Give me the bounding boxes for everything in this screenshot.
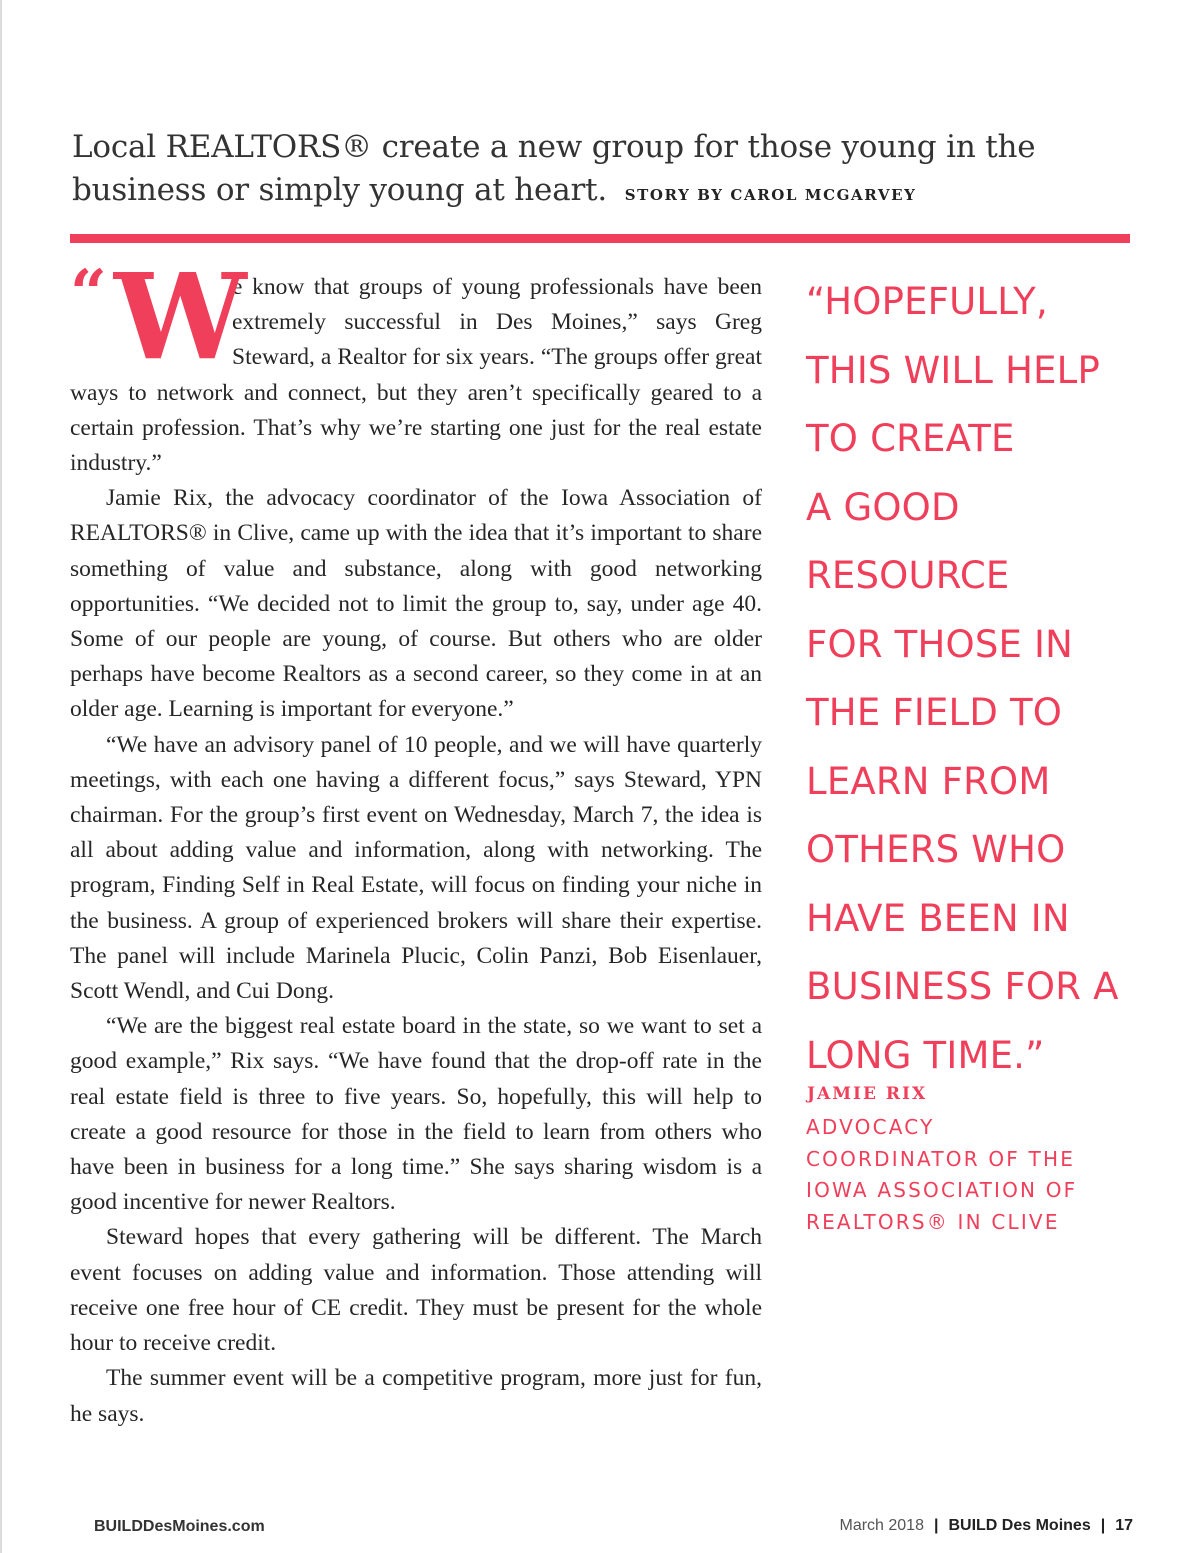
pull-quote-line: TO CREATE — [806, 417, 1015, 460]
paragraph-4: “We are the biggest real estate board in the state, so we want to set a good example,” Rix says. “We have found that the drop-off rate in the real estate field is three to five years. So, hopefully, this will help to create a good resource for those in the field to learn from others who have been in business for a long time.” She says sharing wisdom is a good incentive for newer Realtors. — [70, 1013, 762, 1216]
pull-quote — [806, 268, 1136, 1090]
pull-quote-line: RESOURCE — [806, 554, 1010, 597]
pull-quote-line: A GOOD — [806, 485, 960, 529]
pull-quote-line: THE FIELD TO — [806, 691, 1063, 734]
accent-rule — [70, 234, 1130, 243]
pull-quote-line: LEARN FROM — [806, 759, 1051, 803]
article-deck — [72, 126, 1132, 217]
pull-quote-attribution-name: JAMIE RIX — [807, 1084, 928, 1104]
paragraph-1 — [70, 247, 762, 481]
page-edge — [0, 0, 2, 1553]
deck-text: Local REALTORS® create a new group for those young in the business or simply young at heart. — [72, 129, 1036, 208]
open-quote-mark: “ — [70, 256, 107, 331]
pull-quote-line: FOR THOSE IN — [806, 622, 1074, 666]
pull-quote-line: THIS WILL HELP — [806, 348, 1100, 392]
attribution-title-line: REALTORS® IN CLIVE — [806, 1209, 1060, 1234]
attribution-title-line: COORDINATOR OF THE — [806, 1146, 1076, 1171]
attribution-title-line: ADVOCACY — [806, 1115, 935, 1139]
byline: STORY BY CAROL MCGARVEY — [624, 186, 917, 204]
paragraph-3: “We have an advisory panel of 10 people, and we will have quarterly meetings, with each one having a different focus,” says Steward, YPN chairman. For the group’s first event on Wednesday, March 7, the idea is all about adding value and information, along with networking. The program, Finding Self in Real Estate, will focus on finding your niche in the business. A group of experienced brokers will share their expertise. The panel will include Marinela Plucic, Colin Panzi, Bob Eisenlauer, Scott Wendl, and Cui Dong. — [70, 731, 762, 1005]
footer-issue: March 2018 — [839, 1517, 924, 1534]
pull-quote-line: HAVE BEEN IN — [806, 896, 1070, 940]
paragraph-2: Jamie Rix, the advocacy coordinator of the Iowa Association of REALTORS® in Clive, came up with the idea that it’s important to share something of value and substance, along with good networking opportunities. “We decided not to limit the group to, say, under age 40. Some of our people are young, of course. But others who are older perhaps have become Realtors as a second career, so they come in at an older age. Learning is important for everyone.” — [70, 485, 762, 723]
footer-website: BUILDDesMoines.com — [94, 1518, 265, 1535]
footer-separator: | — [1100, 1517, 1106, 1534]
pull-quote-line: OTHERS WHO — [806, 828, 1066, 871]
paragraph-6: The summer event will be a competitive program, more just for fun, he says. — [70, 1365, 762, 1427]
paragraph-5: Steward hopes that every gathering will be different. The March event focuses on adding value and information. Those attending will receive one free hour of CE credit. They must be present for the whole hour to receive credit. — [70, 1224, 762, 1357]
pull-quote-line: “HOPEFULLY, — [806, 280, 1048, 323]
footer-publication: BUILD Des Moines — [948, 1517, 1091, 1534]
drop-cap-block — [70, 247, 247, 386]
footer-folio — [839, 1517, 1133, 1535]
article-body — [70, 247, 762, 1432]
pull-quote-line: LONG TIME.” — [806, 1033, 1045, 1077]
pull-quote-line: BUSINESS FOR A — [806, 965, 1119, 1008]
pull-quote-attribution-title — [806, 1112, 1126, 1238]
footer-separator: | — [933, 1517, 939, 1534]
paragraph-1-text: e know that groups of young professionals have been extremely successful in Des Moines,” says Greg Steward, a Realtor for six years. “The groups offer great ways to network and connect, but they aren’t specifically geared to a certain profession. That’s why we’re starting one just for the real estate industry.” — [70, 274, 762, 477]
page-number: 17 — [1115, 1517, 1133, 1534]
attribution-title-line: IOWA ASSOCIATION OF — [806, 1178, 1078, 1202]
drop-cap: W — [114, 247, 247, 386]
